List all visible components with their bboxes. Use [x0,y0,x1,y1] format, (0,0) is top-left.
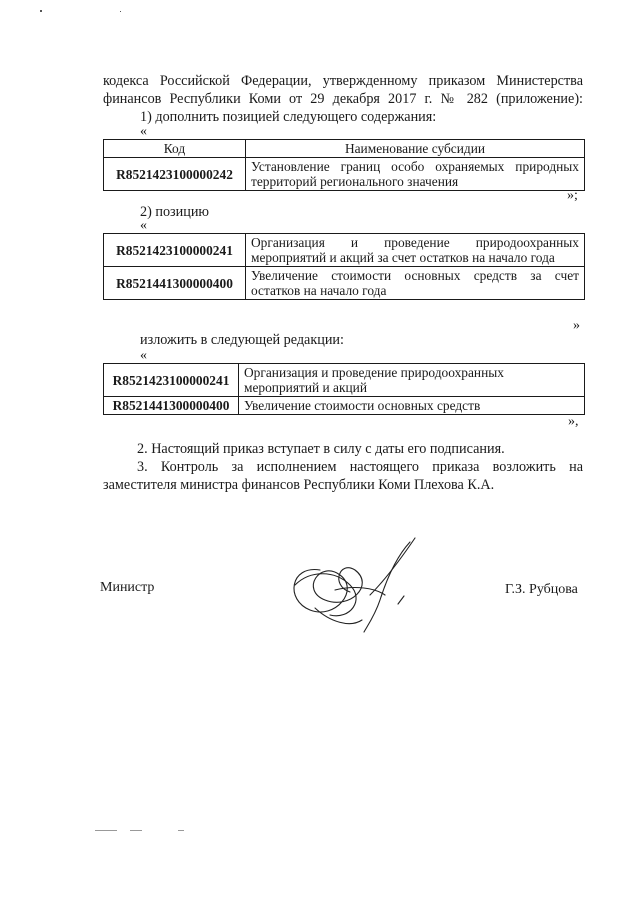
intro-line-1: кодекса Российской Федерации, утвержденному приказом Министерства [103,73,583,89]
name-cell: Организация и проведение природоохранных мероприятий и акций за счет остатков на начало года [246,234,585,267]
close-quote-2: » [573,318,580,333]
intro-line-2: финансов Республики Коми от 29 декабря 2017 г. № 282 (приложение): [103,91,583,107]
table-row [104,267,585,300]
table-new-positions [103,363,585,415]
name-cell: Увеличение стоимости основных средств за счет остатков на начало года [246,267,585,300]
scan-speck [120,11,121,12]
code-cell: R8521423100000242 [104,158,246,191]
code-cell: R8521441300000400 [104,397,239,415]
code-cell: R8521423100000241 [104,234,246,267]
paragraph-3-line-1: 3. Контроль за исполнением настоящего приказа возложить на [137,459,583,475]
signatory-title: Министр [100,580,155,595]
item-2-text: 2) позицию [140,204,210,220]
scan-speck [178,830,184,831]
paragraph-2: 2. Настоящий приказ вступает в силу с даты его подписания. [137,441,505,457]
close-quote-3: », [568,414,579,429]
open-quote-1: « [140,124,147,139]
code-cell: R8521441300000400 [104,267,246,300]
name-cell: Организация и проведение природоохранных мероприятий и акций [239,364,585,397]
table-row [104,158,585,191]
header-code: Код [104,140,246,158]
close-quote-1: »; [567,188,578,203]
scan-speck [40,10,42,12]
name-cell: Увеличение стоимости основных средств [239,397,585,415]
code-cell: R8521423100000241 [104,364,239,397]
open-quote-2: « [140,218,147,233]
scan-speck [95,830,117,831]
table-old-positions [103,233,585,300]
table-add-position [103,139,585,191]
signatory-name: Г.З. Рубцова [505,582,578,597]
handwritten-signature [280,530,430,640]
header-subsidy-name: Наименование субсидии [246,140,585,158]
name-cell: Установление границ особо охраняемых природных территорий регионального значения [246,158,585,191]
table-header-row [104,140,585,158]
item-2-tail-text: изложить в следующей редакции: [140,332,344,348]
table-row [104,397,585,415]
table-row [104,234,585,267]
open-quote-3: « [140,348,147,363]
paragraph-3-line-2: заместителя министра финансов Республики Коми Плехова К.А. [103,477,495,493]
table-row [104,364,585,397]
item-1-text: 1) дополнить позицией следующего содержания: [140,109,437,125]
scan-speck [130,830,142,831]
